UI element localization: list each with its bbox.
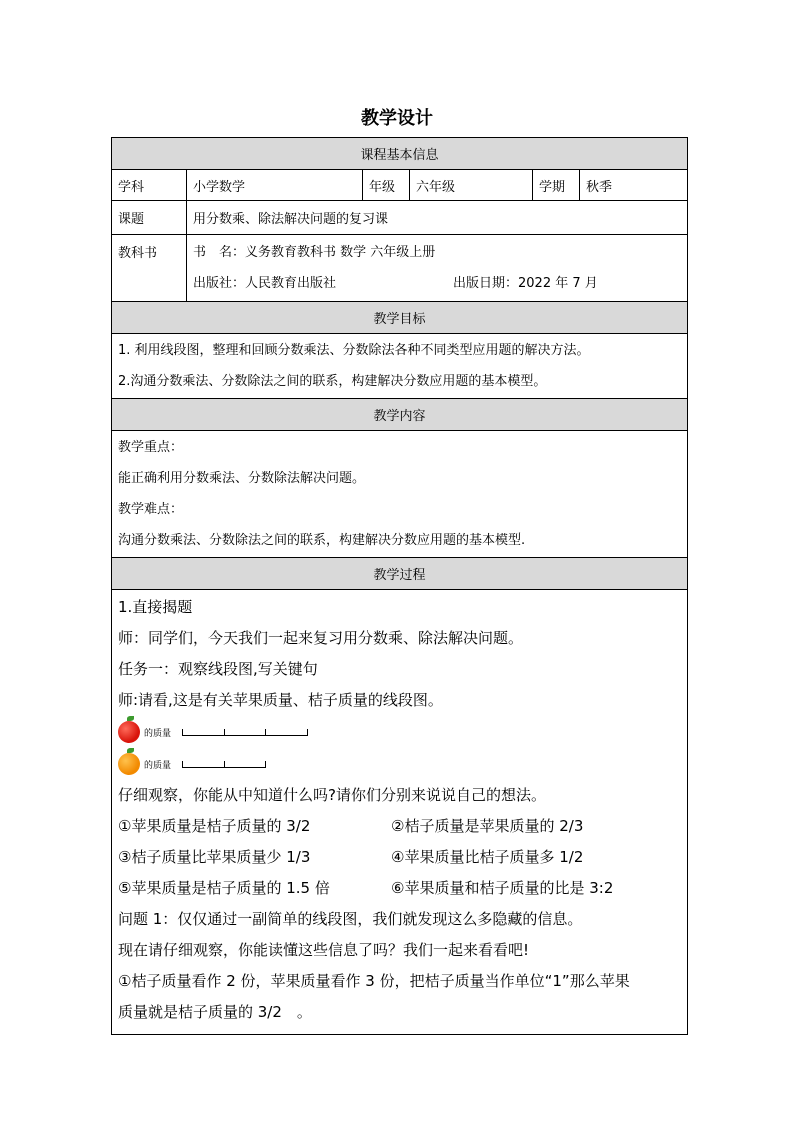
teacher-line-2: 师:请看,这是有关苹果质量、桔子质量的线段图。 — [118, 691, 443, 709]
book-name: 书 名：义务教育教科书 数学 六年级上册 — [193, 245, 436, 260]
grade-value: 六年级 — [410, 170, 533, 201]
orange-segment — [182, 761, 266, 768]
statement-4: ④苹果质量比桔子质量多 1/2 — [391, 848, 584, 866]
publisher: 出版社：人民教育出版社 — [193, 276, 337, 291]
page-title: 教学设计 — [361, 108, 433, 129]
statement-5: ⑤苹果质量是桔子质量的 1.5 倍 — [118, 879, 330, 897]
key-point-text: 能正确利用分数乘法、分数除法解决问题。 — [118, 471, 366, 486]
statement-row-1 — [118, 811, 687, 842]
apple-segment-row — [118, 716, 687, 748]
apple-quantity-label: 的质量 — [144, 728, 172, 739]
statement-row-2 — [118, 842, 687, 873]
now-prompt: 现在请仔细观察，你能读懂这些信息了吗？我们一起来看看吧! — [118, 941, 530, 959]
section-basic-info: 课程基本信息 — [112, 138, 688, 170]
apple-icon — [118, 721, 140, 743]
grade-label: 年级 — [363, 170, 410, 201]
subject-label: 学科 — [112, 170, 187, 201]
section-objectives: 教学目标 — [112, 302, 688, 334]
topic-label: 课题 — [112, 201, 187, 235]
topic-value: 用分数乘、除法解决问题的复习课 — [187, 201, 688, 235]
section-process: 教学过程 — [112, 558, 688, 590]
explanation-line-1: ①桔子质量看作 2 份，苹果质量看作 3 份，把桔子质量当作单位“1”那么苹果 — [118, 972, 630, 990]
difficult-point-text: 沟通分数乘法、分数除法之间的联系，构建解决分数应用题的基本模型. — [118, 533, 526, 548]
observe-prompt: 仔细观察，你能从中知道什么吗?请你们分别来说说自己的想法。 — [118, 786, 546, 804]
section-content: 教学内容 — [112, 399, 688, 431]
objective-2: 2.沟通分数乘法、分数除法之间的联系，构建解决分数应用题的基本模型。 — [118, 374, 547, 389]
textbook-label: 教科书 — [112, 235, 187, 302]
subject-value: 小学数学 — [187, 170, 363, 201]
orange-icon — [118, 753, 140, 775]
term-label: 学期 — [533, 170, 580, 201]
publish-date: 出版日期：2022 年 7 月 — [453, 276, 598, 291]
objective-1: 1. 利用线段图，整理和回顾分数乘法、分数除法各种不同类型应用题的解决方法。 — [118, 343, 590, 358]
statement-3: ③桔子质量比苹果质量少 1/3 — [118, 848, 311, 866]
question-1: 问题 1：仅仅通过一副简单的线段图，我们就发现这么多隐藏的信息。 — [118, 910, 583, 928]
statement-row-3 — [118, 873, 687, 904]
step-1: 1.直接揭题 — [118, 598, 193, 616]
explanation-line-2: 质量就是桔子质量的 3/2 。 — [118, 1003, 312, 1021]
orange-segment-row — [118, 748, 687, 780]
statement-6: ⑥苹果质量和桔子质量的比是 3:2 — [391, 879, 614, 897]
teacher-line-1: 师：同学们，今天我们一起来复习用分数乘、除法解决问题。 — [118, 629, 524, 647]
statement-1: ①苹果质量是桔子质量的 3/2 — [118, 817, 311, 835]
apple-segment — [182, 729, 308, 736]
term-value: 秋季 — [580, 170, 688, 201]
statement-2: ②桔子质量是苹果质量的 2/3 — [391, 817, 584, 835]
difficult-point-label: 教学难点： — [118, 502, 184, 517]
orange-quantity-label: 的质量 — [144, 760, 172, 771]
task-1: 任务一：观察线段图,写关键句 — [118, 660, 318, 678]
lesson-table — [111, 137, 688, 1035]
key-point-label: 教学重点： — [118, 440, 184, 455]
